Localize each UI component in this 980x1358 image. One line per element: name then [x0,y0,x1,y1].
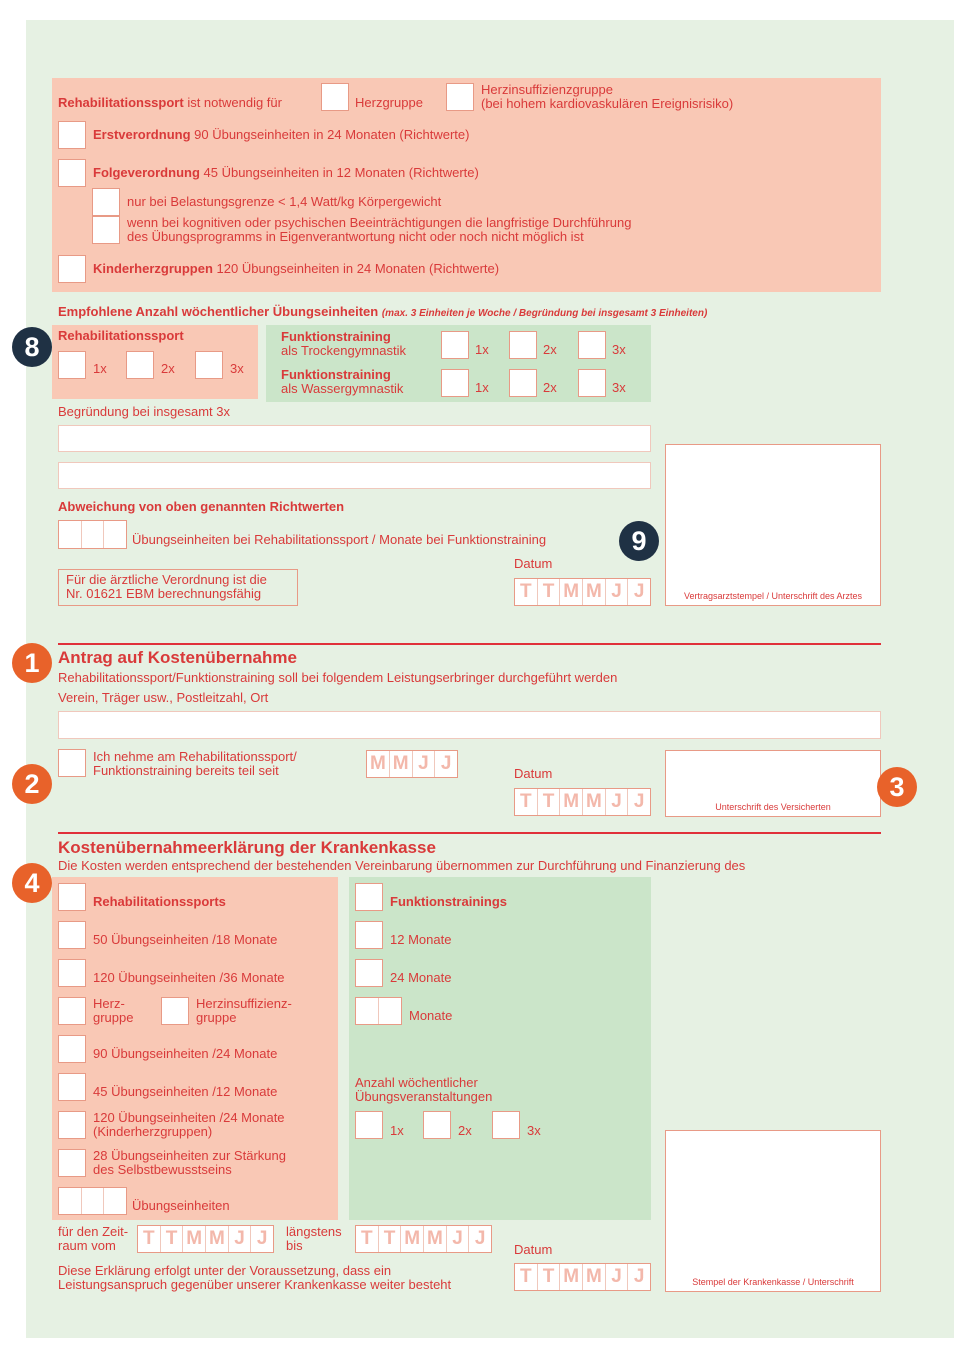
kinderherzgruppen-checkbox[interactable] [58,255,86,283]
kasse-ft-checkbox[interactable] [355,883,383,911]
kasse-sub: Die Kosten werden entsprechend der bestehenden Vereinbarung übernommen zur Durchführung und Finanzierung des [58,858,746,873]
versicherter-datum-label: Datum [514,766,553,781]
kasse-herz-checkbox[interactable] [58,997,86,1025]
kasse-r1-checkbox[interactable] [58,921,86,949]
folgeverordnung-label: Folgeverordnung 45 Übungseinheiten in 12 Monaten (Richtwerte) [93,165,479,180]
abweichung-text: Übungseinheiten bei Rehabilitationssport / Monate bei Funktionstraining [132,532,547,547]
kasse-hig-label: Herzinsuffizienz- gruppe [196,996,292,1025]
ft-wasser-3x-checkbox[interactable] [578,369,606,397]
kasse-1x-checkbox[interactable] [355,1111,383,1139]
ft-wasser-1x-checkbox[interactable] [441,369,469,397]
kasse-f1-label: 12 Monate [390,932,452,947]
reha-1x-label: 1x [93,361,107,376]
herzgruppe-checkbox[interactable] [321,83,349,111]
doctor-date-field[interactable]: T T M M J J [514,578,651,606]
begruendung-field-1[interactable] [58,425,651,452]
zeitraum-to-date-field[interactable]: T T M M J J [355,1225,492,1253]
kasse-r2-checkbox[interactable] [58,959,86,987]
ft-wasser-label: Funktionstraining als Wassergymnastik [281,367,404,396]
herzinsuffizienz-label: Herzinsuffizienzgruppe (bei hohem kardiovaskulären Ereignisrisiko) [481,82,734,111]
kasse-r3-checkbox[interactable] [58,1035,86,1063]
kasse-r7-units-field[interactable] [58,1187,127,1215]
kasse-datum-label: Datum [514,1242,553,1257]
kasse-heading: Kostenübernahmeerklärung der Krankenkasse [58,838,436,857]
badge-4: 4 [12,863,52,903]
herzgruppe-label: Herzgruppe [355,95,423,110]
versicherter-signature-caption: Unterschrift des Versicherten [715,802,831,812]
kasse-f1-checkbox[interactable] [355,921,383,949]
kasse-date-field[interactable]: T T M M J J [514,1263,651,1291]
kasse-ft-panel [349,877,651,1220]
antrag-heading: Antrag auf Kostenübernahme [58,648,297,667]
belastungsgrenze-label: nur bei Belastungsgrenze < 1,4 Watt/kg Körpergewicht [127,194,442,209]
badge-8: 8 [12,327,52,367]
kasse-herz-label: Herz- gruppe [93,996,134,1025]
belastungsgrenze-checkbox[interactable] [92,188,120,216]
kasse-anzahl-label: Anzahl wöchentlicher Übungsveranstaltungen [355,1075,493,1104]
kasse-reha-label: Rehabilitationssports [93,894,226,909]
kasse-ft-label: Funktionstrainings [390,894,507,909]
kasse-r2-label: 120 Übungseinheiten /36 Monate [93,970,285,985]
ft-trocken-label: Funktionstraining als Trockengymnastik [281,329,406,358]
weekly-units-heading: Empfohlene Anzahl wöchentlicher Übungseinheiten (max. 3 Einheiten je Woche / Begründung bei insgesamt 3 Einheiten) [58,304,708,319]
ft-trocken-2x-checkbox[interactable] [509,331,537,359]
kasse-reha-checkbox[interactable] [58,883,86,911]
kasse-r3-label: 90 Übungseinheiten /24 Monate [93,1046,278,1061]
ft-trocken-3x-label: 3x [612,342,626,357]
kinderherzgruppen-label: Kinderherzgruppen 120 Übungseinheiten in 24 Monaten (Richtwerte) [93,261,500,276]
teilnahme-checkbox[interactable] [58,749,86,777]
reha-3x-checkbox[interactable] [195,351,223,379]
badge-2: 2 [12,764,52,804]
kasse-f2-checkbox[interactable] [355,959,383,987]
ft-wasser-2x-label: 2x [543,380,557,395]
kasse-3x-label: 3x [527,1123,541,1138]
kasse-r6-label: 28 Übungseinheiten zur Stärkung des Selbstbewusstseins [93,1148,286,1177]
ft-trocken-1x-label: 1x [475,342,489,357]
folgeverordnung-checkbox[interactable] [58,159,86,187]
abweichung-heading: Abweichung von oben genannten Richtwerten [58,499,345,514]
ft-wasser-1x-label: 1x [475,380,489,395]
begruendung-field-2[interactable] [58,462,651,489]
kasse-hig-checkbox[interactable] [161,997,189,1025]
begruendung-label: Begründung bei insgesamt 3x [58,404,231,419]
antrag-divider [58,643,881,645]
kasse-f3-months-field[interactable] [355,997,402,1025]
kasse-r1-label: 50 Übungseinheiten /18 Monate [93,932,278,947]
doctor-stamp-field[interactable] [665,444,881,606]
zeitraum-label: für den Zeit- raum vom [58,1224,129,1253]
ebm-note: Für die ärztliche Verordnung ist die Nr. 01621 EBM berechnungsfähig [58,569,298,606]
reha-3x-label: 3x [230,361,244,376]
zeitraum-from-date-field[interactable]: T T M M J J [137,1225,274,1253]
reha-1x-checkbox[interactable] [58,351,86,379]
kasse-2x-label: 2x [458,1123,472,1138]
reha-2x-label: 2x [161,361,175,376]
abweichung-units-field[interactable] [58,520,127,549]
ft-trocken-1x-checkbox[interactable] [441,331,469,359]
kasse-divider [58,832,881,834]
kasse-r5-label: 120 Übungseinheiten /24 Monate (Kinderherzgruppen) [93,1110,285,1139]
kasse-2x-checkbox[interactable] [423,1111,451,1139]
kasse-r6-checkbox[interactable] [58,1149,86,1177]
teilnahme-date-field[interactable]: M M J J [366,750,458,778]
kasse-f3-label: Monate [409,1008,453,1023]
versicherter-date-field[interactable]: T T M M J J [514,788,651,816]
ft-wasser-2x-checkbox[interactable] [509,369,537,397]
badge-3: 3 [877,767,917,807]
kognitiv-checkbox[interactable] [92,216,120,244]
ft-wasser-3x-label: 3x [612,380,626,395]
kasse-r4-label: 45 Übungseinheiten /12 Monate [93,1084,278,1099]
kognitiv-label: wenn bei kognitiven oder psychischen Beeinträchtigungen die langfristige Durchführung des Übungsprogramms in Eigenverantwortung nicht oder noch nicht möglich ist [127,215,632,244]
kasse-r4-checkbox[interactable] [58,1073,86,1101]
provider-field[interactable] [58,711,881,739]
kasse-r7-label: Übungseinheiten [132,1198,230,1213]
versicherter-signature-field[interactable] [665,750,881,817]
erstverordnung-checkbox[interactable] [58,121,86,149]
antrag-line1: Rehabilitationssport/Funktionstraining soll bei folgendem Leistungserbringer durchgeführt werden [58,670,618,685]
doctor-datum-label: Datum [514,556,553,571]
kasse-stamp-caption: Stempel der Krankenkasse / Unterschrift [692,1277,854,1287]
teilnahme-label: Ich nehme am Rehabilitationssport/ Funktionstraining bereits teil seit [93,749,297,778]
zeitraum-bis-label: längstens bis [286,1224,342,1253]
doctor-stamp-caption: Vertragsarztstempel / Unterschrift des Arztes [683,591,863,601]
kasse-erklaerung: Diese Erklärung erfolgt unter der Voraussetzung, dass ein Leistungsanspruch gegenüber unserer Krankenkasse weiter besteht [58,1263,452,1292]
kasse-3x-checkbox[interactable] [492,1111,520,1139]
badge-1: 1 [12,643,52,683]
reha-needed-label: Rehabilitationssport ist notwendig für [58,95,282,110]
kasse-r5-checkbox[interactable] [58,1111,86,1139]
kasse-f2-label: 24 Monate [390,970,452,985]
reha-2x-checkbox[interactable] [126,351,154,379]
kasse-stamp-field[interactable] [665,1130,881,1292]
antrag-line2: Verein, Träger usw., Postleitzahl, Ort [58,690,269,705]
erstverordnung-label: Erstverordnung 90 Übungseinheiten in 24 Monaten (Richtwerte) [93,127,470,142]
ft-trocken-3x-checkbox[interactable] [578,331,606,359]
herzinsuffizienz-checkbox[interactable] [446,83,474,111]
weekly-reha-label: Rehabilitationssport [58,328,184,343]
ft-trocken-2x-label: 2x [543,342,557,357]
badge-9: 9 [619,521,659,561]
kasse-1x-label: 1x [390,1123,404,1138]
